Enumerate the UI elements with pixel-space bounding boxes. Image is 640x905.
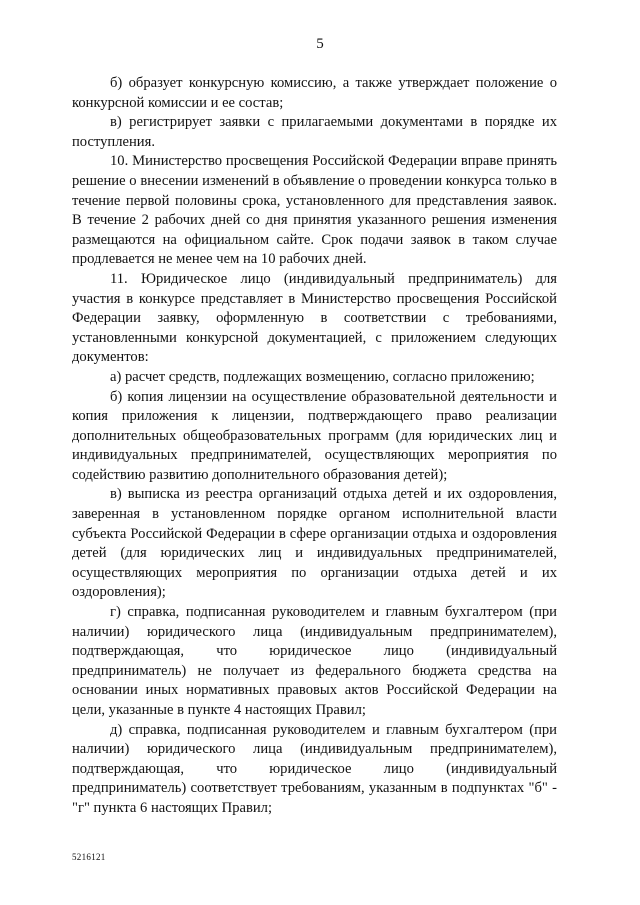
paragraph-1b: б) образует конкурсную комиссию, а также утверждает положение о конкурсной комиссии и ее состав;: [72, 75, 557, 111]
paragraph-11g: г) справка, подписанная руководителем и главным бухгалтером (при наличии) юридического лица (индивидуальным предпринимателем), подтверждающая, что юридическое лицо (индивидуальный предприниматель) не получает из федерального бюджета средства на основании иных нормативных правовых актов Российской Федерации на цели, указанные в пункте 4 настоящих Правил;: [72, 604, 557, 718]
paragraph-11a: а) расчет средств, подлежащих возмещению, согласно приложению;: [110, 368, 535, 385]
page-number: 5: [316, 36, 324, 52]
document-body: [72, 74, 557, 819]
document-code: 5216121: [72, 852, 106, 862]
paragraph-11: 11. Юридическое лицо (индивидуальный предприниматель) для участия в конкурсе представляет в Министерство просвещения Российской Федерации заявку, оформленную в соответствии с требованиями, установленными конкурсной документацией, с приложением следующих документов:: [72, 270, 557, 366]
paragraph-11d: д) справка, подписанная руководителем и главным бухгалтером (при наличии) юридического лица (индивидуальным предпринимателем), подтверждающая, что юридическое лицо (индивидуальный предприниматель) соответствует требованиям, указанным в подпунктах "б" - "г" пункта 6 настоящих Правил;: [72, 721, 557, 816]
paragraph-11b: б) копия лицензии на осуществление образовательной деятельности и копия приложения к лицензии, подтверждающего право реализации дополнительных общеобразовательных программ (для юридических лиц и индивидуальных предпринимателей, осуществляющих мероприятия по содействию развитию дополнительного образования детей);: [72, 388, 557, 483]
paragraph-11v: в) выписка из реестра организаций отдыха детей и их оздоровления, заверенная в установленном порядке органом исполнительной власти субъекта Российской Федерации в сфере организации отдыха и оздоровления детей (для юридических лиц и индивидуальных предпринимателей, осуществляющих мероприятия по организации отдыха детей и их оздоровления);: [72, 486, 557, 601]
paragraph-10: 10. Министерство просвещения Российской Федерации вправе принять решение о внесении изменений в объявление о проведении конкурса только в течение первой половины срока, установленного для представления заявок. В течение 2 рабочих дней со дня принятия указанного решения изменения размещаются на официальном сайте. Срок подачи заявок в таком случае продлевается не менее чем на 10 рабочих дней.: [72, 153, 557, 268]
paragraph-1v: в) регистрирует заявки с прилагаемыми документами в порядке их поступления.: [72, 114, 557, 150]
